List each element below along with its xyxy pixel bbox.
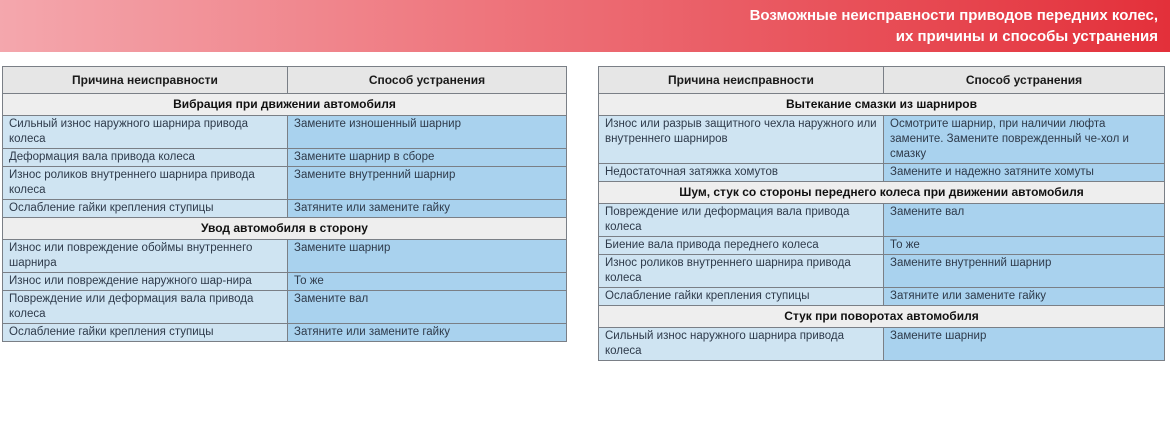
cause-cell: Повреждение или деформация вала привода колеса <box>3 291 288 324</box>
remedy-cell: То же <box>288 273 567 291</box>
cause-cell: Ослабление гайки крепления ступицы <box>3 200 288 218</box>
table-row <box>599 328 1165 361</box>
remedy-cell: Замените изношенный шарнир <box>288 116 567 149</box>
page-title-line-1: Возможные неисправности приводов передних колес, <box>749 7 1158 24</box>
section-title: Стук при поворотах автомобиля <box>599 306 1165 328</box>
table-header-row <box>3 67 567 94</box>
section-row <box>599 306 1165 328</box>
cause-cell: Повреждение или деформация вала привода колеса <box>599 204 884 237</box>
table-row <box>3 116 567 149</box>
table-row <box>599 255 1165 288</box>
table-row <box>3 149 567 167</box>
cause-cell: Износ роликов внутреннего шарнира привода колеса <box>3 167 288 200</box>
cause-cell: Недостаточная затяжка хомутов <box>599 164 884 182</box>
remedy-cell: Осмотрите шарнир, при наличии люфта замените. Замените поврежденный че-хол и смазку <box>884 116 1165 164</box>
cause-cell: Износ или разрыв защитного чехла наружного или внутреннего шарниров <box>599 116 884 164</box>
page-header <box>0 0 1170 52</box>
table-row <box>3 291 567 324</box>
column-header-remedy: Способ устранения <box>288 67 567 94</box>
cause-cell: Сильный износ наружного шарнира привода колеса <box>3 116 288 149</box>
table-row <box>599 204 1165 237</box>
table-row <box>3 324 567 342</box>
remedy-cell: Замените внутренний шарнир <box>288 167 567 200</box>
section-row <box>599 182 1165 204</box>
remedy-cell: Замените внутренний шарнир <box>884 255 1165 288</box>
cause-cell: Деформация вала привода колеса <box>3 149 288 167</box>
cause-cell: Ослабление гайки крепления ступицы <box>3 324 288 342</box>
remedy-cell: Замените шарнир <box>884 328 1165 361</box>
table-row <box>599 116 1165 164</box>
remedy-cell: Замените шарнир <box>288 240 567 273</box>
cause-cell: Биение вала привода переднего колеса <box>599 237 884 255</box>
page-title-line-2: их причины и способы устранения <box>895 28 1158 45</box>
section-title: Вытекание смазки из шарниров <box>599 94 1165 116</box>
faults-table-right <box>598 66 1165 361</box>
section-row <box>3 218 567 240</box>
remedy-cell: Затяните или замените гайку <box>288 200 567 218</box>
table-row <box>3 240 567 273</box>
table-row <box>3 200 567 218</box>
cause-cell: Износ роликов внутреннего шарнира привода колеса <box>599 255 884 288</box>
section-title: Вибрация при движении автомобиля <box>3 94 567 116</box>
remedy-cell: То же <box>884 237 1165 255</box>
table-row <box>3 273 567 291</box>
remedy-cell: Замените шарнир в сборе <box>288 149 567 167</box>
column-header-cause: Причина неисправности <box>3 67 288 94</box>
cause-cell: Сильный износ наружного шарнира привода колеса <box>599 328 884 361</box>
section-title: Шум, стук со стороны переднего колеса при движении автомобиля <box>599 182 1165 204</box>
remedy-cell: Затяните или замените гайку <box>288 324 567 342</box>
table-row <box>3 167 567 200</box>
remedy-cell: Затяните или замените гайку <box>884 288 1165 306</box>
faults-table-left <box>2 66 567 342</box>
table-row <box>599 164 1165 182</box>
remedy-cell: Замените и надежно затяните хомуты <box>884 164 1165 182</box>
remedy-cell: Замените вал <box>884 204 1165 237</box>
section-row <box>599 94 1165 116</box>
cause-cell: Ослабление гайки крепления ступицы <box>599 288 884 306</box>
remedy-cell: Замените вал <box>288 291 567 324</box>
column-header-cause: Причина неисправности <box>599 67 884 94</box>
table-row <box>599 237 1165 255</box>
table-row <box>599 288 1165 306</box>
section-title: Увод автомобиля в сторону <box>3 218 567 240</box>
column-header-remedy: Способ устранения <box>884 67 1165 94</box>
section-row <box>3 94 567 116</box>
cause-cell: Износ или повреждение обоймы внутреннего шарнира <box>3 240 288 273</box>
table-header-row <box>599 67 1165 94</box>
cause-cell: Износ или повреждение наружного шар-нира <box>3 273 288 291</box>
